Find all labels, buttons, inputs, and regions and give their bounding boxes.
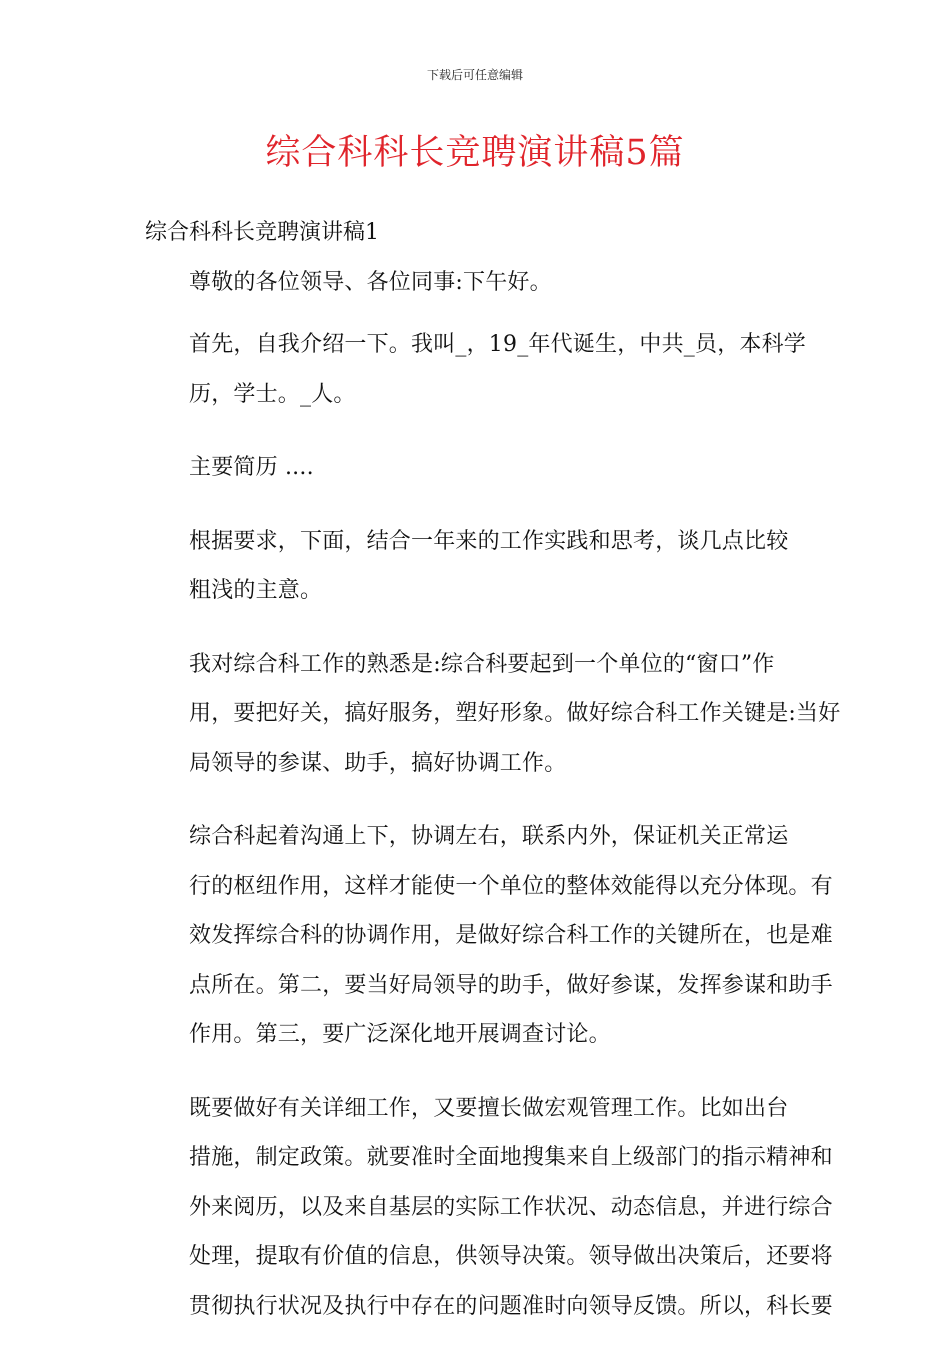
paragraph-line: 措施，制定政策。就要准时全面地搜集来自上级部门的指示精神和 (189, 1145, 833, 1170)
paragraph-line: 根据要求，下面，结合一年来的工作实践和思考，谈几点比较 (189, 528, 789, 554)
paragraph-line: 我对综合科工作的熟悉是:综合科要起到一个单位的“窗口”作 (189, 651, 775, 677)
paragraph-line: 行的枢纽作用，这样才能使一个单位的整体效能得以充分体现。有 (189, 873, 833, 899)
paragraph-line: 综合科起着沟通上下，协调左右，联系内外，保证机关正常运 (189, 824, 789, 849)
paragraph-greeting (145, 270, 805, 296)
paragraph-line: 粗浅的主意。 (189, 578, 323, 603)
paragraph-line: 主要简历 .... (189, 455, 314, 480)
document-title: 综合科科长竞聘演讲稿5篇 (265, 133, 685, 173)
paragraph-line: 处理，提取有价值的信息，供领导决策。领导做出决策后，还要将 (189, 1244, 833, 1269)
document-body (145, 220, 841, 1355)
paragraph-line: 历，学士。_人。 (189, 381, 356, 407)
section-heading: 综合科科长竞聘演讲稿1 (145, 220, 379, 245)
paragraph-opening (145, 517, 805, 616)
paragraph-line: 外来阅历，以及来自基层的实际工作状况、动态信息，并进行综合 (189, 1194, 833, 1220)
paragraph-line: 效发挥综合科的协调作用，是做好综合科工作的关键所在，也是难 (189, 923, 833, 948)
paragraph-role (145, 812, 833, 1060)
paragraph-line: 局领导的参谋、助手，搞好协调工作。 (189, 750, 567, 776)
paragraph-management (145, 1084, 833, 1332)
paragraph-understanding (145, 640, 841, 789)
paragraph-line: 贯彻执行状况及执行中存在的问题准时向领导反馈。所以，科长要 (189, 1293, 833, 1319)
paragraph-line: 用，要把好关，搞好服务，塑好形象。做好综合科工作关键是:当好 (189, 701, 841, 726)
paragraph-line: 既要做好有关详细工作，又要擅长做宏观管理工作。比如出台 (189, 1095, 789, 1121)
paragraph-resume (145, 443, 805, 493)
paragraph-line: 点所在。第二，要当好局领导的助手，做好参谋，发挥参谋和助手 (189, 972, 833, 998)
paragraph-introduction (145, 320, 805, 419)
paragraph-line: 尊敬的各位领导、各位同事:下午好。 (189, 270, 552, 295)
header-note: 下载后可任意编辑 (426, 68, 523, 82)
paragraph-line: 首先，自我介绍一下。我叫_，19_年代诞生，中共_员，本科学 (189, 332, 806, 357)
paragraph-line: 作用。第三，要广泛深化地开展调查讨论。 (189, 1022, 611, 1047)
